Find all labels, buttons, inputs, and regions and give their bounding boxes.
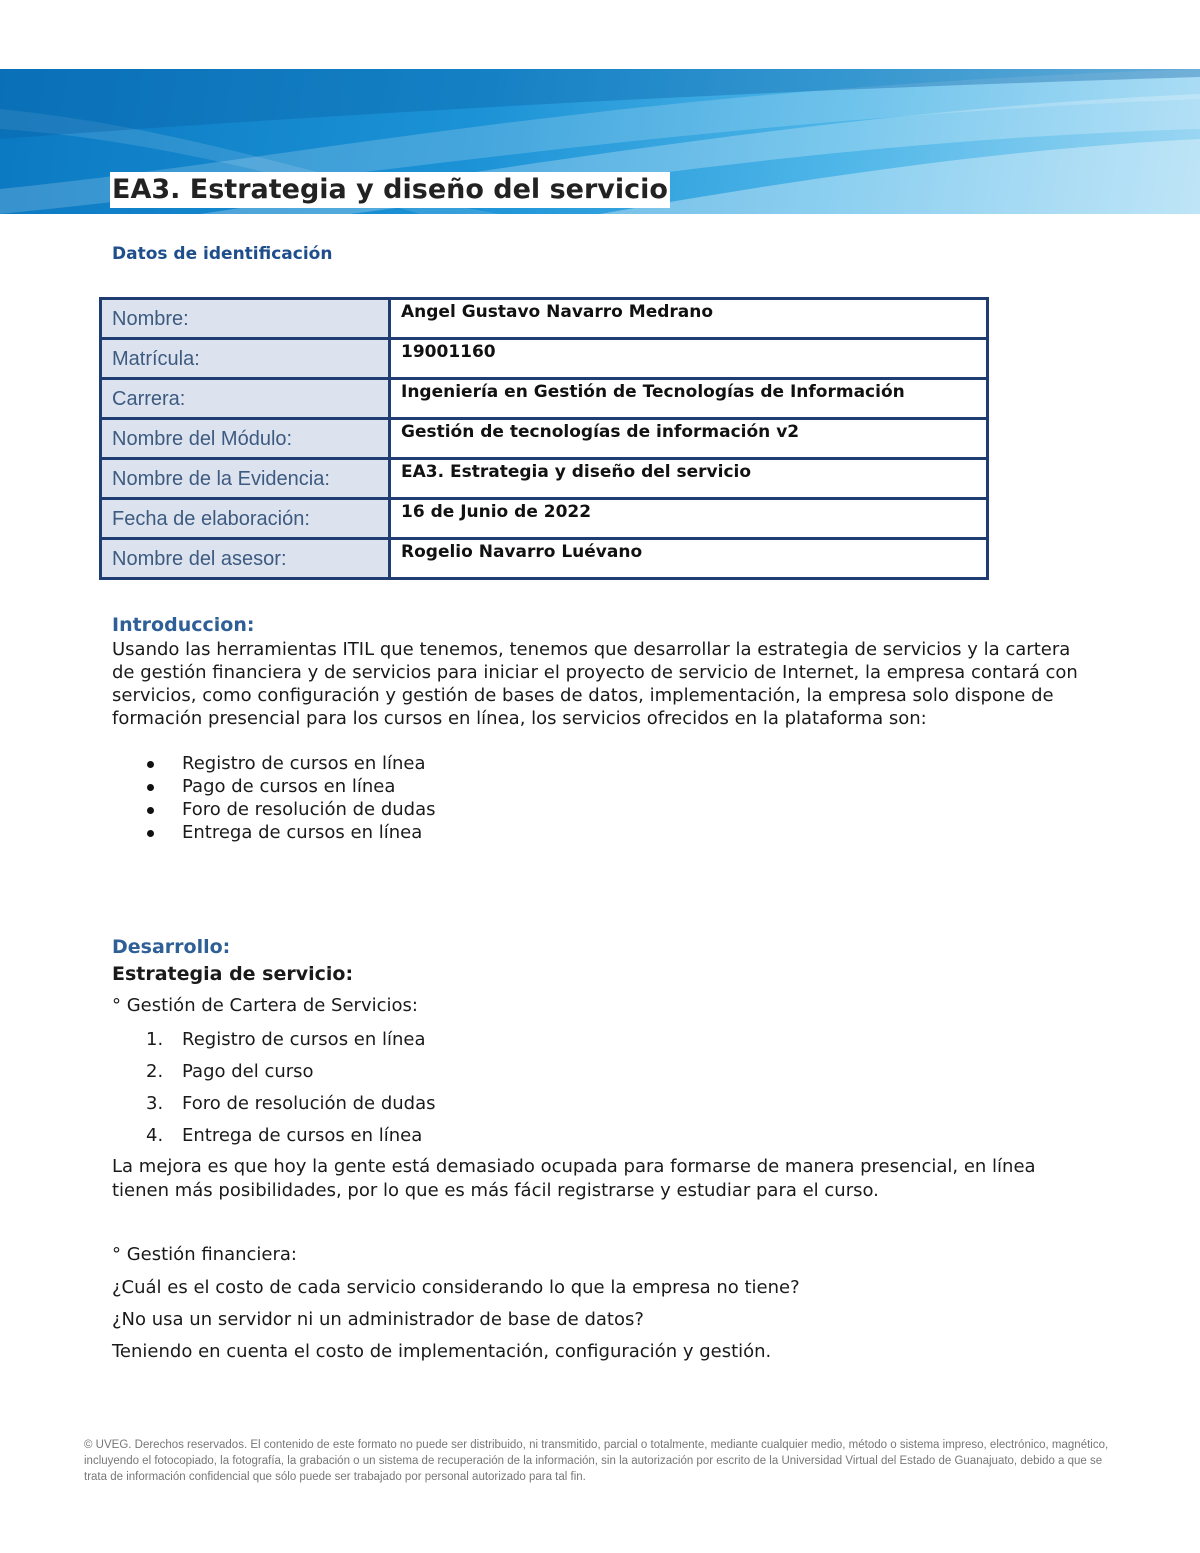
bullet-icon [147,830,154,837]
portfolio-title: ° Gestión de Cartera de Servicios: [112,995,418,1016]
financial-title: ° Gestión financiera: [112,1244,297,1265]
identification-label: Datos de identificación [112,244,333,264]
portfolio-list [112,1024,436,1152]
bullet-icon [147,784,154,791]
list-item: 3. Foro de resolución de dudas [146,1093,436,1114]
document-title: EA3. Estrategia y diseño del servicio [110,172,670,208]
list-item: 4. Entrega de cursos en línea [146,1125,423,1146]
field-label: Matrícula: [101,339,390,379]
field-label: Nombre del asesor: [101,539,390,579]
field-value: Rogelio Navarro Luévano [390,539,988,579]
table-row [101,379,988,419]
identification-table [99,297,989,580]
bullet-icon [147,807,154,814]
improvement-paragraph: La mejora es que hoy la gente está demasiado ocupada para formarse de manera presencial, en línea tienen más posibilidades, por lo que es más fácil registrarse y estudiar para el curso. [112,1156,1036,1201]
table-row [101,299,988,339]
field-label: Nombre del Módulo: [101,419,390,459]
services-list [112,752,436,844]
question-2: ¿No usa un servidor ni un administrador de base de datos? [112,1309,644,1330]
bullet-icon [147,761,154,768]
closing-line: Teniendo en cuenta el costo de implementación, configuración y gestión. [112,1341,772,1362]
copyright-footer: © UVEG. Derechos reservados. El contenido de este formato no puede ser distribuido, ni transmitido, parcial o totalmente, mediante cualquier medio, método o sistema impreso, electrónico, magnético, incluyendo el fotocopiado, la fotografía, la grabación o un sistema de recuperación de la información, sin la autorización por escrito de la Universidad Virtual del Estado de Guanajuato, debido a que se trata de información confidencial que sólo puede ser trabajado por personal autorizado para tal fin. [84,1439,1109,1483]
list-item: 2. Pago del curso [146,1061,314,1082]
list-item: 1. Registro de cursos en línea [146,1029,426,1050]
list-item: Entrega de cursos en línea [112,821,436,844]
table-row [101,459,988,499]
table-row [101,339,988,379]
field-label: Nombre de la Evidencia: [101,459,390,499]
field-label: Fecha de elaboración: [101,499,390,539]
strategy-subheading: Estrategia de servicio: [112,963,354,985]
field-value: EA3. Estrategia y diseño del servicio [390,459,988,499]
question-1: ¿Cuál es el costo de cada servicio considerando lo que la empresa no tiene? [112,1277,800,1298]
table-row [101,499,988,539]
list-item: Foro de resolución de dudas [112,798,436,821]
intro-heading: Introduccion: [112,614,255,636]
development-heading: Desarrollo: [112,936,231,958]
list-item: Pago de cursos en línea [112,775,436,798]
field-value: 19001160 [390,339,988,379]
intro-paragraph: Usando las herramientas ITIL que tenemos, tenemos que desarrollar la estrategia de servicios y la cartera de gestión financiera y de servicios para iniciar el proyecto de servicio de Internet, la empresa contará con servicios, como configuración y gestión de bases de datos, implementación, la empresa solo dispone de formación presencial para los cursos en línea, los servicios ofrecidos en la plataforma son: [112,639,1078,729]
list-item: Registro de cursos en línea [112,752,436,775]
field-value: Ingeniería en Gestión de Tecnologías de Información [390,379,988,419]
field-value: Angel Gustavo Navarro Medrano [390,299,988,339]
table-row [101,419,988,459]
field-value: Gestión de tecnologías de información v2 [390,419,988,459]
field-label: Carrera: [101,379,390,419]
field-value: 16 de Junio de 2022 [390,499,988,539]
table-row [101,539,988,579]
field-label: Nombre: [101,299,390,339]
